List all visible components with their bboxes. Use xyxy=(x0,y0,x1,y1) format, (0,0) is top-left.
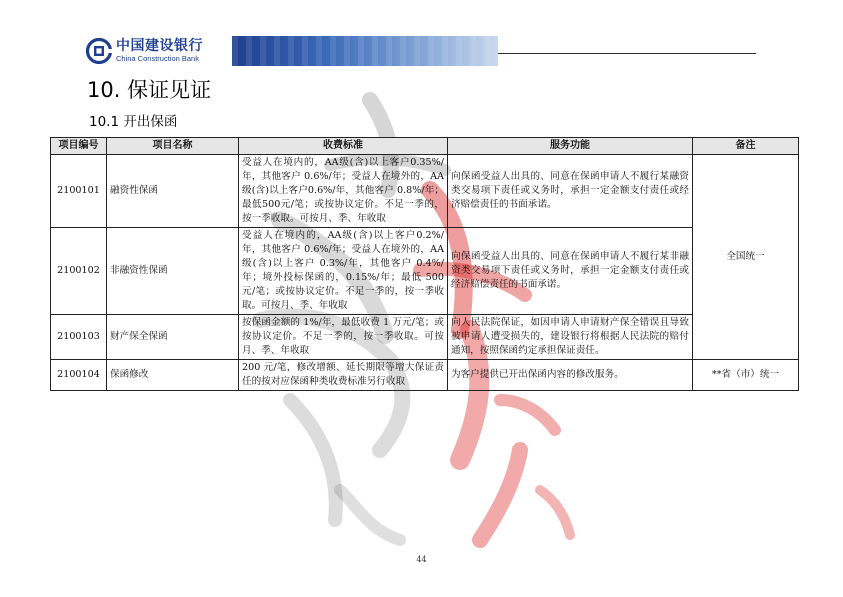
column-header-code: 项目编号 xyxy=(51,138,107,155)
header-banner xyxy=(232,36,498,66)
fee-standard: 受益人在境内的，AA级(含)以上客户0.35%/年，其他客户 0.6%/年；受益人在境外的，AA 级(含)以上客户0.6%/年，其他客户 0.8%/年；最低500元/笔；或按协议定价。不足一季的，按一季收取。可按月、季、年收取 xyxy=(239,155,448,228)
column-header-fee: 收费标准 xyxy=(239,138,448,155)
table-header-row xyxy=(51,138,799,155)
column-header-remark: 备注 xyxy=(693,138,799,155)
item-name: 融资性保函 xyxy=(107,155,239,228)
fee-standard: 按保函金额的 1%/年，最低收费 1 万元/笔；或按协议定价。不足一季的，按一季收取。可按月、季、年收取 xyxy=(239,315,448,360)
page-number: 44 xyxy=(416,555,427,564)
fee-table xyxy=(50,137,799,391)
item-name: 非融资性保函 xyxy=(107,228,239,315)
remark: **省（市）统一 xyxy=(693,360,799,391)
item-code: 2100101 xyxy=(51,155,107,228)
section-title: 10. 保证见证 xyxy=(87,78,212,102)
column-header-service: 服务功能 xyxy=(448,138,693,155)
fee-standard: 受益人在境内的，AA级(含)以上客户0.2%/年，其他客户 0.6%/年；受益人在境外的，AA 级(含)以上客户 0.3%/年，其他客户 0.4%/年；境外投标保函的，0.15%/年；最低 500 元/笔；或按协议定价。不足一季的，按一季收取。可按月、季、年收取 xyxy=(239,228,448,315)
table-row xyxy=(51,155,799,228)
subsection-title: 10.1 开出保函 xyxy=(89,114,178,130)
logo-en: China Construction Bank xyxy=(116,54,199,64)
item-name: 保函修改 xyxy=(107,360,239,391)
logo-cn: 中国建设银行 xyxy=(116,38,203,55)
item-code: 2100103 xyxy=(51,315,107,360)
service-function: 为客户提供已开出保函内容的修改服务。 xyxy=(448,360,693,391)
fee-standard: 200 元/笔，修改增额、延长期限等增大保证责任的按对应保函种类收费标准另行收取 xyxy=(239,360,448,391)
document-header xyxy=(84,34,756,68)
remark-merged: 全国统一 xyxy=(693,155,799,360)
logo-text xyxy=(116,39,203,63)
service-function: 向保函受益人出具的、同意在保函申请人不履行某非融资类交易项下责任或义务时，承担一定金额支付责任或经济赔偿责任的书面承诺。 xyxy=(448,228,693,315)
service-function: 向保函受益人出具的、同意在保函申请人不履行某融资类交易项下责任或义务时，承担一定金额支付责任或经济赔偿责任的书面承诺。 xyxy=(448,155,693,228)
table-row xyxy=(51,315,799,360)
item-code: 2100104 xyxy=(51,360,107,391)
service-function: 向人民法院保证，如因申请人申请财产保全错误且导致被申请人遭受损失的，建设银行将根据人民法院的赔付通知，按照保函约定承担保证责任。 xyxy=(448,315,693,360)
table-row xyxy=(51,360,799,391)
item-code: 2100102 xyxy=(51,228,107,315)
header-rule xyxy=(498,53,756,54)
column-header-name: 项目名称 xyxy=(107,138,239,155)
bank-logo xyxy=(84,34,232,68)
item-name: 财产保全保函 xyxy=(107,315,239,360)
table-row xyxy=(51,228,799,315)
ccb-logo-icon xyxy=(86,38,112,64)
